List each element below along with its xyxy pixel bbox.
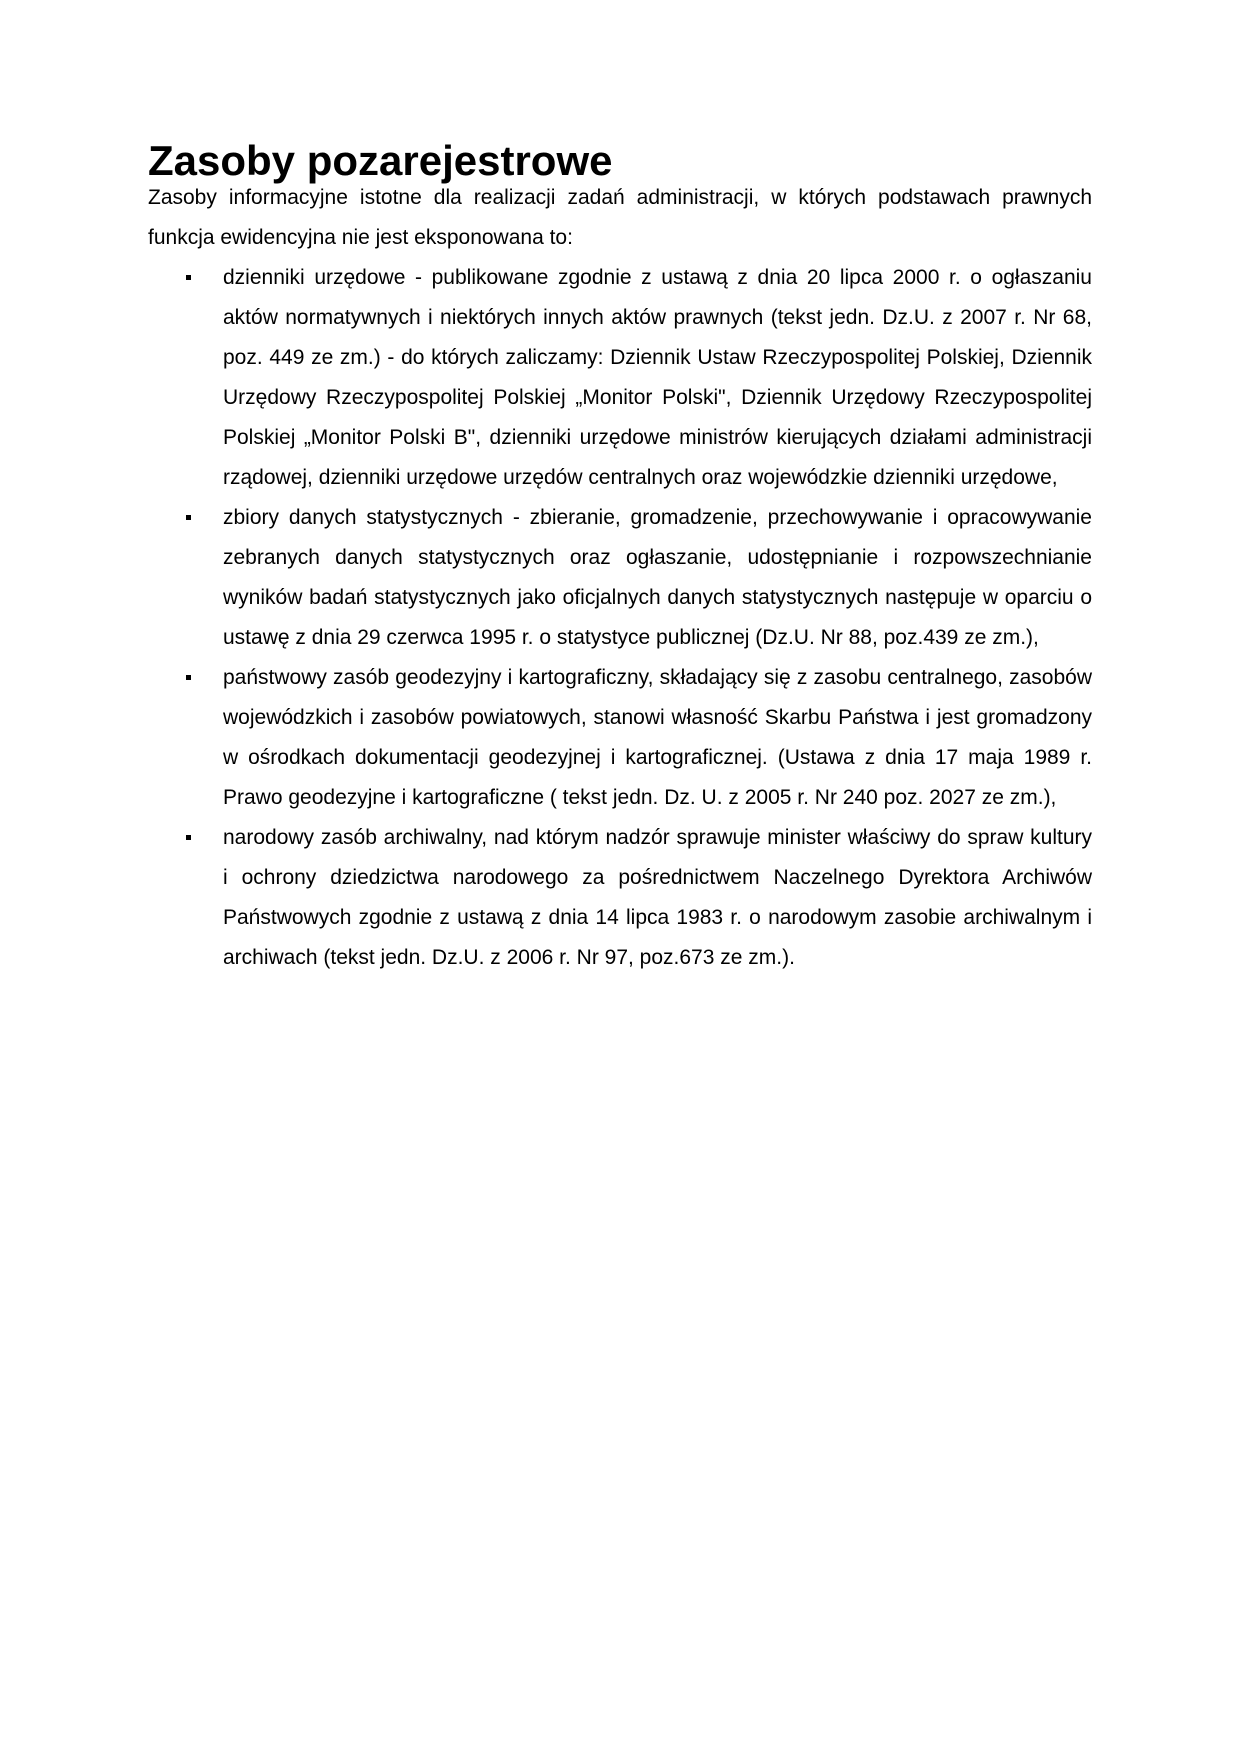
list-item-text: narodowy zasób archiwalny, nad którym nadzór sprawuje minister właściwy do spraw kultury i ochrony dziedzictwa narodowego za pośrednictwem Naczelnego Dyrektora Archiwów Państwowych zgodnie z ustawą z dnia 14 lipca 1983 r. o narodowym zasobie archiwalnym i archiwach (tekst jedn. Dz.U. z 2006 r. Nr 97, poz.673 ze zm.). — [223, 826, 1092, 969]
square-bullet-icon — [186, 675, 191, 680]
list-item-text: zbiory danych statystycznych - zbieranie, gromadzenie, przechowywanie i opracowywanie zebranych danych statystycznych oraz ogłaszanie, udostępnianie i rozpowszechnianie wyników badań statystycznych jako oficjalnych danych statystycznych następuje w oparciu o ustawę z dnia 29 czerwca 1995 r. o statystyce publicznej (Dz.U. Nr 88, poz.439 ze zm.), — [223, 506, 1092, 649]
square-bullet-icon — [186, 835, 191, 840]
square-bullet-icon — [186, 275, 191, 280]
document-page — [148, 137, 1092, 978]
list-item — [148, 258, 1092, 498]
resource-list — [148, 258, 1092, 978]
list-item-text: dzienniki urzędowe - publikowane zgodnie z ustawą z dnia 20 lipca 2000 r. o ogłaszaniu aktów normatywnych i niektórych innych aktów prawnych (tekst jedn. Dz.U. z 2007 r. Nr 68, poz. 449 ze zm.) - do których zaliczamy: Dziennik Ustaw Rzeczypospolitej Polskiej, Dziennik Urzędowy Rzeczypospolitej Polskiej „Monitor Polski", Dziennik Urzędowy Rzeczypospolitej Polskiej „Monitor Polski B", dzienniki urzędowe ministrów kierujących działami administracji rządowej, dzienniki urzędowe urzędów centralnych oraz wojewódzkie dzienniki urzędowe, — [223, 266, 1092, 489]
document-heading: Zasoby pozarejestrowe — [148, 137, 613, 184]
list-item — [148, 498, 1092, 658]
list-item — [148, 818, 1092, 978]
list-item — [148, 658, 1092, 818]
square-bullet-icon — [186, 515, 191, 520]
intro-paragraph: Zasoby informacyjne istotne dla realizacji zadań administracji, w których podstawach prawnych funkcja ewidencyjna nie jest eksponowana to: — [148, 186, 1092, 249]
list-item-text: państwowy zasób geodezyjny i kartograficzny, składający się z zasobu centralnego, zasobów wojewódzkich i zasobów powiatowych, stanowi własność Skarbu Państwa i jest gromadzony w ośrodkach dokumentacji geodezyjnej i kartograficznej. (Ustawa z dnia 17 maja 1989 r. Prawo geodezyjne i kartograficzne ( tekst jedn. Dz. U. z 2005 r. Nr 240 poz. 2027 ze zm.), — [223, 666, 1092, 809]
